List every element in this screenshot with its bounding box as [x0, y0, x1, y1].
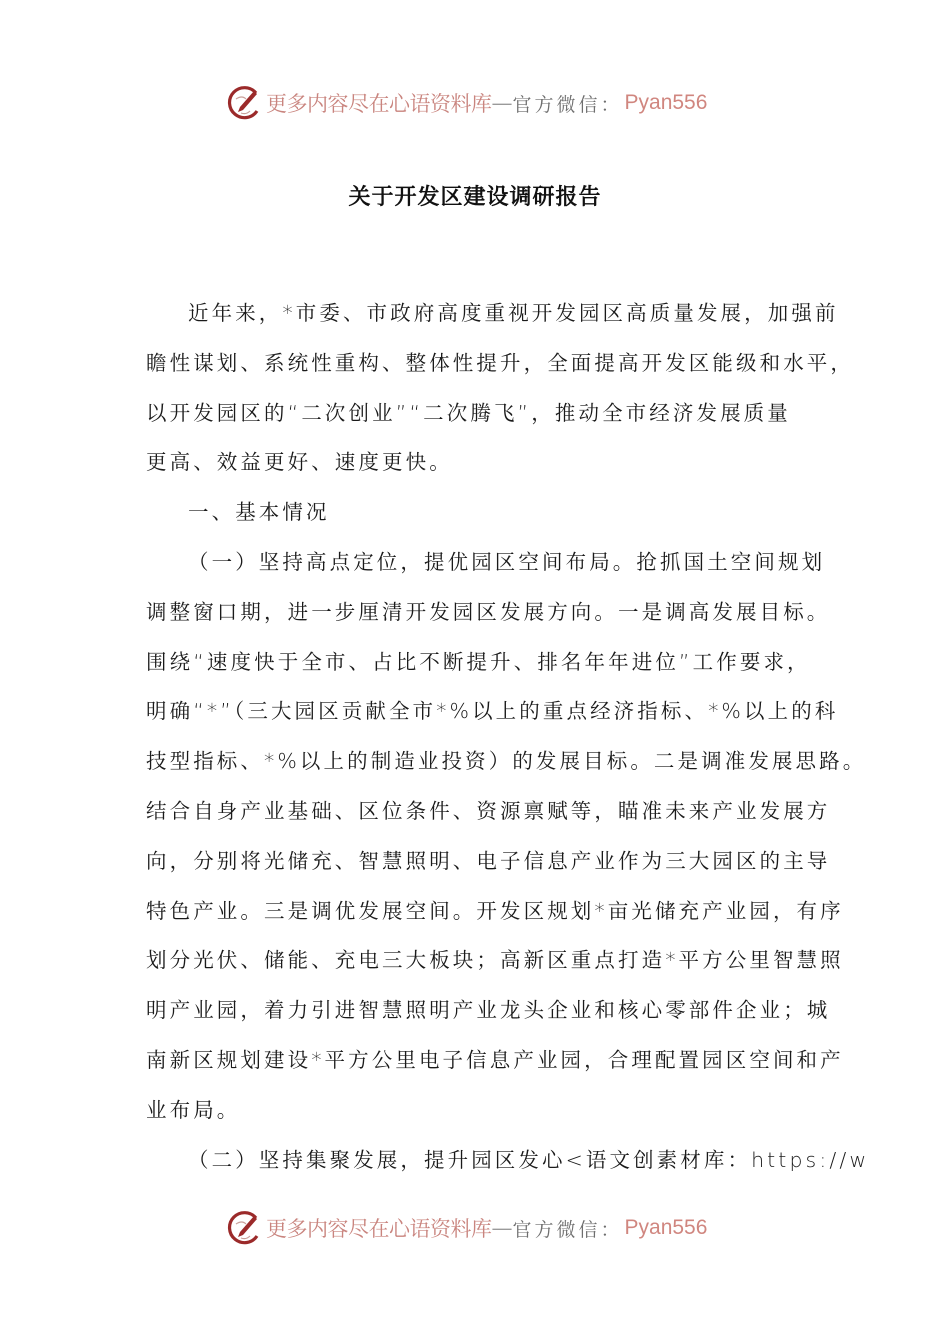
banner-promo-text: 更多内容尽在心语资料库 — [266, 1217, 492, 1241]
quill-pen-logo-icon — [226, 1210, 262, 1246]
paragraph-line: 划分光伏、储能、充电三大板块；高新区重点打造*平方公里智慧照 — [146, 948, 844, 973]
paragraph-line: 明确“*”（三大园区贡献全市*%以上的重点经济指标、*%以上的科 — [146, 699, 839, 724]
paragraph-line: 以开发园区的“二次创业”“二次腾飞”，推动全市经济发展质量 — [146, 400, 791, 425]
header-watermark-banner — [226, 83, 726, 123]
banner-wechat-label: 官方微信： — [512, 93, 623, 116]
paragraph-line: 业布局。 — [146, 1097, 241, 1122]
paragraph-line: 明产业园，着力引进智慧照明产业龙头企业和核心零部件企业；城 — [146, 998, 831, 1023]
document-body — [146, 293, 870, 1189]
section-heading: 一、基本情况 — [188, 500, 330, 525]
paragraph-line: 瞻性谋划、系统性重构、整体性提升，全面提高开发区能级和水平， — [146, 350, 854, 375]
paragraph-line: 围绕“速度快于全市、占比不断提升、排名年年进位”工作要求， — [146, 649, 811, 674]
paragraph-line: 向，分别将光储充、智慧照明、电子信息产业作为三大园区的主导 — [146, 848, 831, 873]
document-title: 关于开发区建设调研报告 — [348, 185, 602, 210]
paragraph-line: 调整窗口期，进一步厘清开发园区发展方向。一是调高发展目标。 — [146, 599, 831, 624]
banner-wechat-id: Pyan556 — [624, 91, 708, 114]
quill-pen-logo-icon — [226, 85, 262, 121]
paragraph-line: 南新区规划建设*平方公里电子信息产业园，合理配置园区空间和产 — [146, 1047, 844, 1072]
banner-promo-text: 更多内容尽在心语资料库 — [266, 92, 492, 116]
banner-dash: — — [491, 1216, 513, 1240]
banner-wechat-id: Pyan556 — [624, 1216, 708, 1239]
footer-watermark-banner — [226, 1208, 726, 1248]
paragraph-line: 更高、效益更好、速度更快。 — [146, 450, 453, 475]
banner-wechat-label: 官方微信： — [512, 1218, 623, 1241]
paragraph-line: 技型指标、*%以上的制造业投资）的发展目标。二是调准发展思路。 — [146, 749, 867, 774]
paragraph-line: （二）坚持集聚发展，提升园区发心<语文创素材库：https://w — [188, 1147, 870, 1172]
paragraph-line: 特色产业。三是调优发展空间。开发区规划*亩光储充产业园，有序 — [146, 898, 844, 923]
banner-dash: — — [491, 91, 513, 115]
paragraph-line: （一）坚持高点定位，提优园区空间布局。抢抓国土空间规划 — [188, 549, 826, 574]
paragraph-line: 近年来，*市委、市政府高度重视开发园区高质量发展，加强前 — [188, 301, 839, 325]
paragraph-line: 结合自身产业基础、区位条件、资源禀赋等，瞄准未来产业发展方 — [146, 798, 831, 823]
